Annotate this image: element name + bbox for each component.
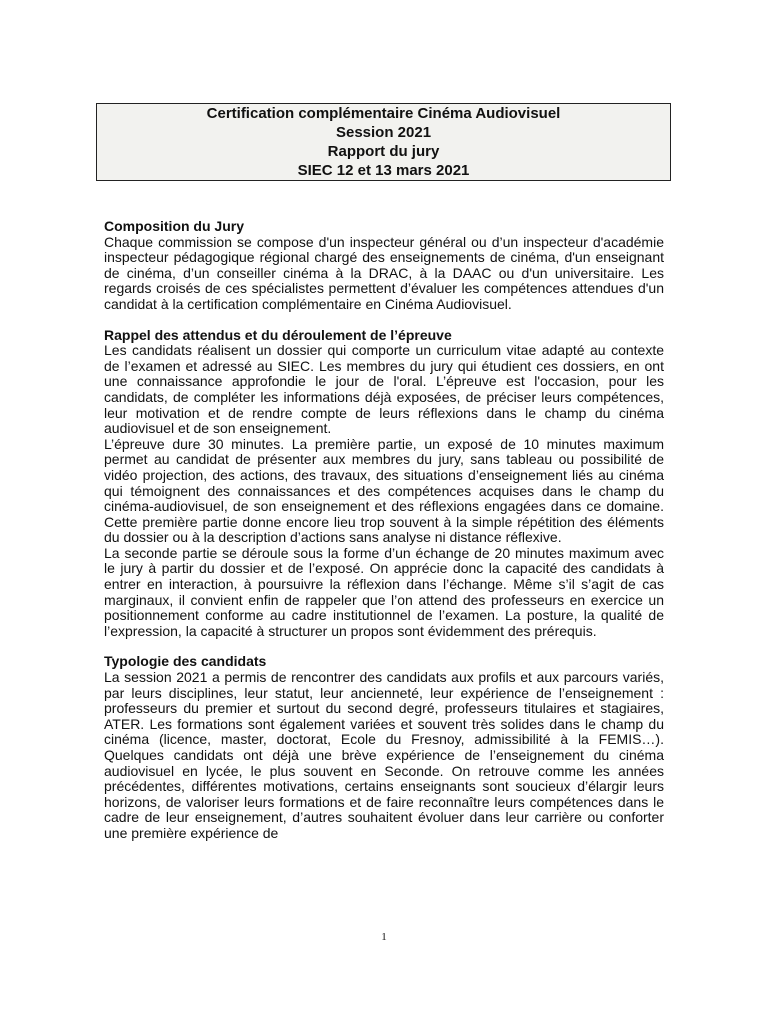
title-session: Session 2021 <box>335 124 432 141</box>
section-typologie <box>104 654 664 841</box>
title-certification: Certification complémentaire Cinéma Audiovisuel <box>206 105 561 122</box>
section-composition <box>104 219 664 313</box>
title-report: Rapport du jury <box>327 143 440 160</box>
title-dates: SIEC 12 et 13 mars 2021 <box>297 162 470 179</box>
paragraph-composition: Chaque commission se compose d'un inspecteur général ou d’un inspecteur d'académie inspecteur pédagogique régional chargé des enseignements de cinéma, d'un enseignant de cinéma, d’un conseiller cinéma à la DRAC, à la DAAC ou d'un universitaire. Les regards croisés de ces spécialistes permettent d’évaluer les compétences attendues d'un candidat à la certification complémentaire en Cinéma Audiovisuel. <box>104 233 664 312</box>
section-title-composition: Composition du Jury <box>104 218 244 234</box>
paragraph-rappel-echange: La seconde partie se déroule sous la forme d’un échange de 20 minutes maximum avec le jury à partir du dossier et de l’exposé. On apprécie donc la capacité des candidats à entrer en interaction, à poursuivre la réflexion dans l’échange. Même s’il s’agit de cas marginaux, il convient enfin de rappeler que l’on attend des professeurs en exercice un positionnement conforme au cadre institutionnel de l’examen. La posture, la qualité de l’expression, la capacité à structurer un propos sont évidemment des prérequis. <box>104 544 664 639</box>
document-body <box>104 219 664 857</box>
paragraph-rappel-expose: L’épreuve dure 30 minutes. La première partie, un exposé de 10 minutes maximum permet au candidat de présenter aux membres du jury, sans tableau ou possibilité de vidéo projection, des actions, des travaux, des situations d’enseignement liés au cinéma qui témoignent des connaissances et des compétences acquises dans le champ du cinéma-audiovisuel, de son enseignement et des réflexions engagées dans ce domaine. Cette première partie donne encore lieu trop souvent à la simple répétition des éléments du dossier ou à la description d’actions sans analyse ni distance réflexive. <box>104 435 664 546</box>
paragraph-rappel-dossier: Les candidats réalisent un dossier qui comporte un curriculum vitae adapté au contexte de l’examen et adressé au SIEC. Les membres du jury qui étudient ces dossiers, en ont une connaissance approfondie le jour de l'oral. L’épreuve est l'occasion, pour les candidats, de compléter les informations déjà exposées, de préciser leurs compétences, leur motivation et de rendre compte de leurs réflexions dans le champ du cinéma audiovisuel et de son enseignement. <box>104 342 664 437</box>
section-title-rappel: Rappel des attendus et du déroulement de l’épreuve <box>104 326 452 343</box>
section-rappel <box>104 328 664 640</box>
paragraph-typologie: La session 2021 a permis de rencontrer des candidats aux profils et aux parcours variés, par leurs disciplines, leur statut, leur ancienneté, leur expérience de l’enseignement : professeurs du premier et surtout du second degré, professeurs titulaires et stagiaires, ATER. Les formations sont également variées et souvent très solides dans le champ du cinéma (licence, master, doctorat, Ecole du Fresnoy, admissibilité à la FEMIS…). Quelques candidats ont déjà une brève expérience de l’enseignement du cinéma audiovisuel en lycée, le plus souvent en Seconde. On retrouve comme les années précédentes, différentes motivations, certains enseignants sont soucieux d’élargir leurs horizons, de valoriser leurs formations et de faire reconnaître leurs compétences dans le cadre de leur enseignement, d’autres souhaitent évoluer dans leur carrière ou conforter une première expérience de <box>104 669 664 841</box>
section-title-typologie: Typologie des candidats <box>104 653 267 670</box>
page-number: 1 <box>381 931 387 943</box>
document-title-box <box>96 103 671 181</box>
